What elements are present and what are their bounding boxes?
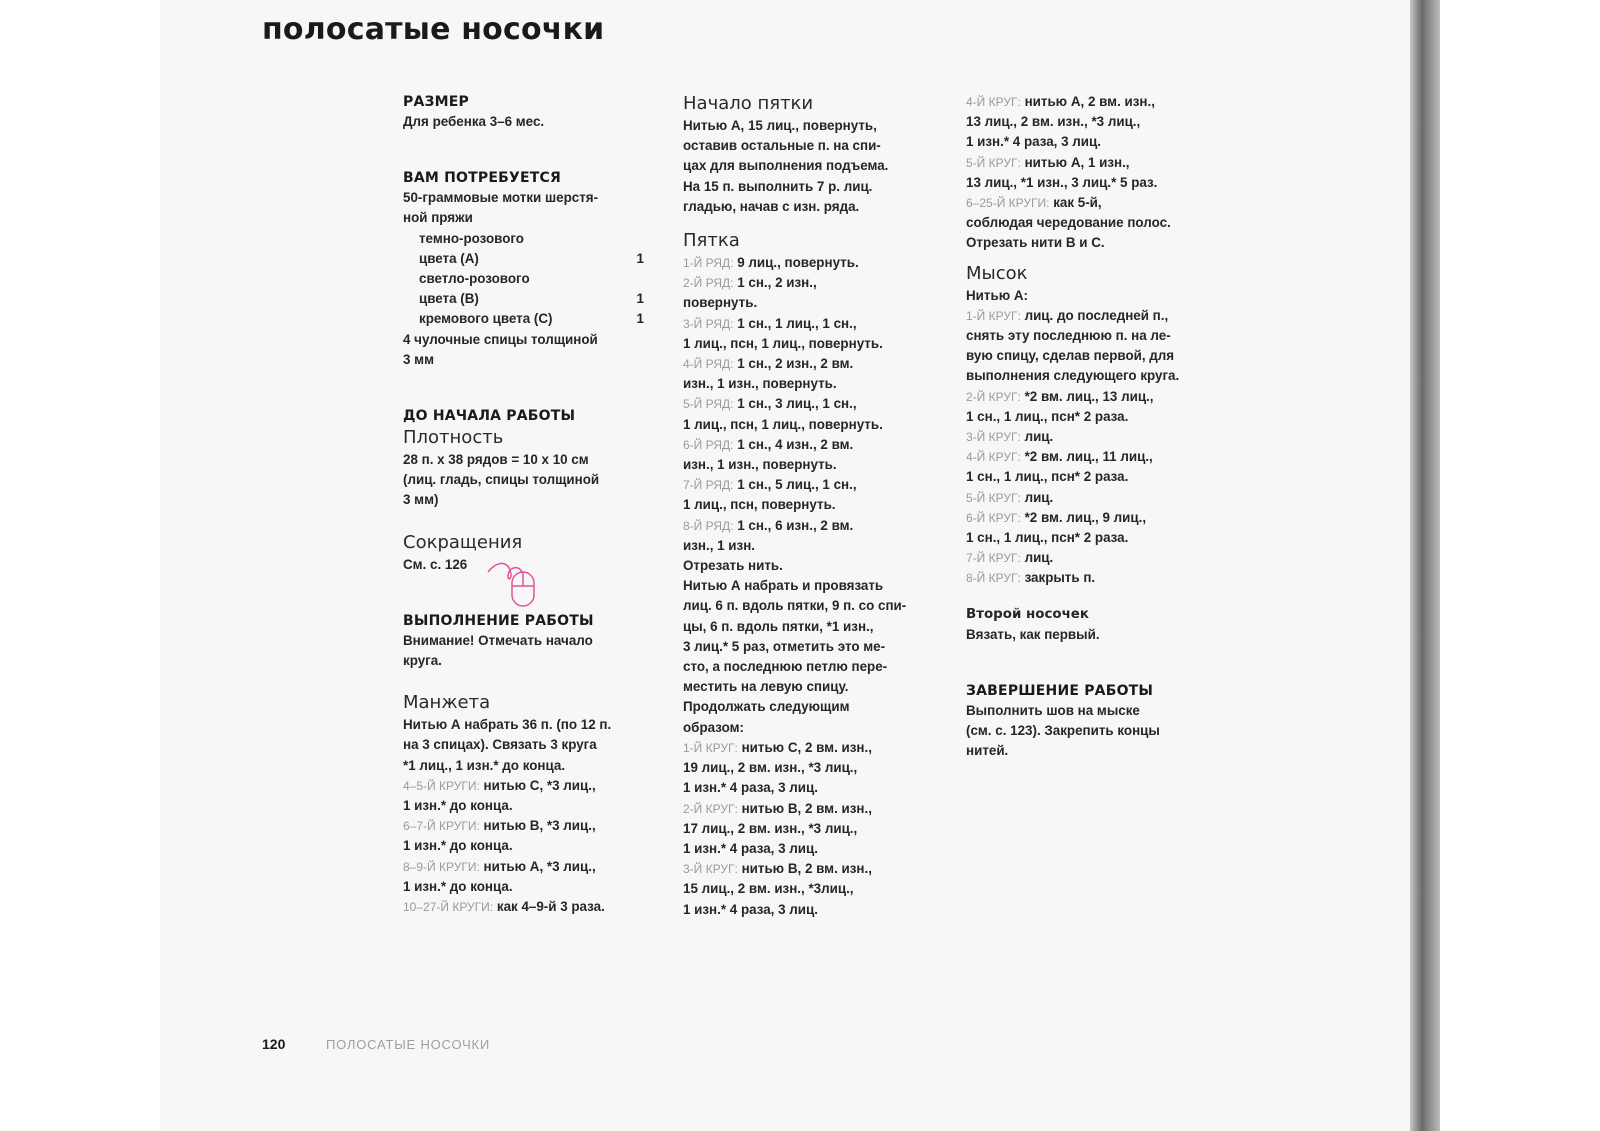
finishing-heading: ЗАВЕРШЕНИЕ РАБОТЫ [966, 683, 1154, 700]
toe-line: 1 сн., 1 лиц., псн* 2 раза. [966, 469, 1129, 485]
round-label: 6-Й КРУГ: [966, 510, 1021, 525]
running-title: ПОЛОСАТЫЕ НОСОЧКИ [326, 1037, 491, 1052]
heel-line [683, 253, 933, 273]
cuff-line: 1 изн.* до конца. [403, 878, 513, 894]
round-label: 3-Й КРУГ: [966, 430, 1021, 445]
round-line [683, 799, 933, 819]
materials-row [403, 309, 644, 329]
heel-start-heading: Начало пятки [683, 93, 814, 114]
round-line: 19 лиц., 2 вм. изн., *3 лиц., [683, 760, 858, 776]
round-label: 8–9-Й КРУГИ: [403, 859, 480, 874]
heel-line [683, 394, 933, 414]
round-label: 5-Й КРУГ: [966, 490, 1021, 505]
size-heading: РАЗМЕР [403, 94, 469, 110]
toe-line: Нитью А: [966, 287, 1028, 303]
finishing-line: Выполнить шов на мыске [966, 703, 1140, 719]
round-line: 1 изн.* 4 раза, 3 лиц. [683, 901, 818, 917]
toe-text: лиц. [1024, 429, 1054, 445]
round-label: 5-Й КРУГ: [966, 155, 1021, 170]
toe-line [966, 508, 1216, 528]
cuff-text: нитью В, *3 лиц., [483, 818, 596, 834]
round-line: 1 изн.* 4 раза, 3 лиц. [966, 134, 1101, 150]
materials-item: цвета (В) [419, 291, 479, 307]
toe-line [966, 447, 1216, 467]
toe-text: лиц. [1024, 550, 1054, 566]
round-label: 1-Й КРУГ: [683, 740, 738, 755]
column-3 [966, 92, 1216, 762]
finishing-line: (см. с. 123). Закрепить концы [966, 723, 1160, 739]
size-text: Для ребенка 3–6 мес. [403, 114, 545, 129]
materials-line: ной пряжи [403, 210, 473, 226]
density-line: (лиц. гладь, спицы толщиной [403, 472, 600, 488]
materials-line: 4 чулочные спицы толщиной [403, 331, 598, 347]
materials-qty: 1 [636, 311, 644, 327]
heel-start-line: гладью, начав с изн. ряда. [683, 198, 860, 214]
toe-line [966, 387, 1216, 407]
heel-line: Нитью А набрать и провязать [683, 578, 884, 594]
round-line: 17 лиц., 2 вм. изн., *3 лиц., [683, 820, 858, 836]
heel-line [683, 354, 933, 374]
heel-line [683, 435, 933, 455]
row-label: 3-Й РЯД: [683, 316, 734, 331]
cuff-line [403, 816, 653, 836]
heel-text: 1 сн., 1 лиц., 1 сн., [737, 315, 857, 331]
heel-start-line: Нитью А, 15 лиц., повернуть, [683, 118, 877, 133]
round-text: нитью В, 2 вм. изн., [741, 800, 872, 816]
heel-line: Продолжать следующим [683, 699, 850, 715]
toe-text: лиц. [1024, 489, 1054, 505]
cuff-heading: Манжета [403, 692, 491, 714]
heel-line: лиц. 6 п. вдоль пятки, 9 п. со спи- [683, 598, 907, 614]
round-line [966, 193, 1216, 213]
toe-line: вую спицу, сделав первой, для [966, 348, 1175, 364]
density-line: 3 мм) [403, 492, 439, 508]
cuff-line [403, 897, 653, 917]
cuff-text: нитью С, *3 лиц., [483, 777, 596, 793]
heel-text: 1 сн., 2 изн., 2 вм. [737, 356, 854, 372]
cuff-line: 1 изн.* до конца. [403, 838, 513, 854]
second-sock-heading: Второй носочек [966, 606, 1089, 622]
materials-line: 3 мм [403, 351, 434, 367]
row-label: 1-Й РЯД: [683, 256, 734, 271]
round-label: 6–25-Й КРУГИ: [966, 196, 1050, 211]
round-line: 13 лиц., *1 изн., 3 лиц.* 5 раз. [966, 174, 1158, 190]
finishing-line: нитей. [966, 743, 1009, 759]
round-text: нитью С, 2 вм. изн., [741, 739, 872, 755]
round-line: 13 лиц., 2 вм. изн., *3 лиц., [966, 114, 1141, 130]
round-text: нитью А, 2 вм. изн., [1024, 94, 1155, 109]
heel-line: 1 лиц., псн, повернуть. [683, 497, 836, 513]
heel-text: 1 сн., 3 лиц., 1 сн., [737, 396, 857, 412]
toe-text: *2 вм. лиц., 9 лиц., [1024, 509, 1147, 525]
second-sock-text: Вязать, как первый. [966, 626, 1100, 642]
cuff-text: как 4–9-й 3 раза. [496, 899, 605, 915]
heel-start-line: оставив остальные п. на спи- [683, 138, 881, 154]
toe-line [966, 568, 1216, 588]
round-label: 2-Й КРУГ: [683, 801, 738, 816]
toe-line [966, 306, 1216, 326]
materials-line: 50-граммовые мотки шерстя- [403, 190, 599, 206]
materials-qty: 1 [636, 250, 644, 266]
round-line: 15 лиц., 2 вм. изн., *3лиц., [683, 881, 854, 897]
mouse-cursor-icon[interactable] [486, 558, 536, 615]
heel-line: изн., 1 изн., повернуть. [683, 376, 837, 392]
heel-line: изн., 1 изн., повернуть. [683, 457, 837, 473]
toe-line: 1 сн., 1 лиц., псн* 2 раза. [966, 530, 1129, 546]
cuff-line: Нитью А набрать 36 п. (по 12 п. [403, 717, 612, 733]
heel-start-line: На 15 п. выполнить 7 р. лиц. [683, 178, 873, 194]
cuff-line [403, 776, 653, 796]
heel-text: 1 сн., 6 изн., 2 вм. [737, 517, 854, 533]
density-line: 28 п. х 38 рядов = 10 х 10 см [403, 452, 589, 468]
round-text: как 5-й, [1053, 195, 1102, 211]
heel-line: образом: [683, 719, 744, 735]
abbreviations-text: См. с. 126 [403, 556, 468, 572]
work-line: Внимание! Отмечать начало [403, 632, 593, 648]
cuff-line: 1 изн.* до конца. [403, 798, 513, 814]
materials-row [403, 289, 644, 309]
before-work-heading: ДО НАЧАЛА РАБОТЫ [403, 408, 576, 425]
toe-text: *2 вм. лиц., 11 лиц., [1024, 449, 1153, 465]
materials-line: темно-розового [419, 230, 524, 246]
round-line: Отрезать нити В и С. [966, 235, 1105, 251]
heel-line: Отрезать нить. [683, 558, 783, 574]
heel-line: 3 лиц.* 5 раз, отметить это ме- [683, 638, 886, 654]
heel-line [683, 516, 933, 536]
toe-line: 1 сн., 1 лиц., псн* 2 раза. [966, 408, 1129, 424]
heel-line: цы, 6 п. вдоль пятки, *1 изн., [683, 618, 874, 634]
round-line: 1 изн.* 4 раза, 3 лиц. [683, 840, 818, 856]
work-line: круга. [403, 653, 442, 669]
abbreviations-heading: Сокращения [403, 531, 523, 553]
heel-line [683, 475, 933, 495]
row-label: 6-Й РЯД: [683, 437, 734, 452]
heel-line: повернуть. [683, 295, 758, 311]
row-label: 5-Й РЯД: [683, 397, 734, 412]
heel-line [683, 314, 933, 334]
toe-line [966, 488, 1216, 508]
round-line [683, 859, 933, 879]
materials-item: кремового цвета (С) [419, 311, 553, 327]
round-label: 4-Й КРУГ: [966, 450, 1021, 465]
heel-text: 9 лиц., повернуть. [737, 255, 859, 271]
heel-heading: Пятка [683, 230, 740, 252]
round-label: 2-Й КРУГ: [966, 389, 1021, 404]
row-label: 8-Й РЯД: [683, 518, 734, 533]
cuff-line: *1 лиц., 1 изн.* до конца. [403, 757, 566, 773]
toe-text: *2 вм. лиц., 13 лиц., [1024, 388, 1154, 404]
row-label: 4-Й РЯД: [683, 357, 734, 372]
heel-start-line: цах для выполнения подъема. [683, 158, 889, 174]
toe-line [966, 548, 1216, 568]
round-line: соблюдая чередование полос. [966, 215, 1171, 231]
materials-qty: 1 [636, 291, 644, 307]
round-label: 1-Й КРУГ: [966, 308, 1021, 323]
column-2 [683, 92, 933, 920]
work-heading: ВЫПОЛНЕНИЕ РАБОТЫ [403, 612, 594, 629]
toe-line [966, 427, 1216, 447]
heel-line: 1 лиц., псн, 1 лиц., повернуть. [683, 416, 883, 432]
round-label: 7-Й КРУГ: [966, 551, 1021, 566]
density-heading: Плотность [403, 427, 504, 449]
round-label: 3-Й КРУГ: [683, 862, 738, 877]
page-title: полосатые носочки [262, 12, 605, 47]
round-label: 8-Й КРУГ: [966, 571, 1021, 586]
cuff-line: на 3 спицах). Связать 3 круга [403, 737, 597, 753]
round-label: 6–7-Й КРУГИ: [403, 819, 480, 834]
round-line: 1 изн.* 4 раза, 3 лиц. [683, 780, 818, 796]
round-line [966, 153, 1216, 173]
cuff-text: нитью А, *3 лиц., [483, 858, 596, 874]
toe-heading: Мысок [966, 262, 1028, 284]
heel-line: изн., 1 изн. [683, 537, 756, 553]
round-label: 10–27-Й КРУГИ: [403, 900, 494, 915]
round-text: нитью В, 2 вм. изн., [741, 861, 872, 877]
materials-item: цвета (А) [419, 250, 479, 266]
column-1 [403, 92, 653, 917]
round-label: 4-Й КРУГ: [966, 95, 1021, 109]
heel-text: 1 сн., 4 изн., 2 вм. [737, 436, 854, 452]
heel-line [683, 273, 933, 293]
row-label: 7-Й РЯД: [683, 478, 734, 493]
round-text: нитью А, 1 изн., [1024, 154, 1130, 170]
toe-text: закрыть п. [1024, 570, 1096, 586]
page-number: 120 [262, 1036, 286, 1052]
toe-line: выполнения следующего круга. [966, 368, 1180, 384]
materials-row [403, 249, 644, 269]
materials-heading: ВАМ ПОТРЕБУЕТСЯ [403, 170, 561, 187]
heel-text: 1 сн., 5 лиц., 1 сн., [737, 477, 857, 493]
round-label: 4–5-Й КРУГИ: [403, 778, 480, 793]
heel-text: 1 сн., 2 изн., [737, 275, 817, 291]
heel-line: местить на левую спицу. [683, 679, 849, 695]
toe-line: снять эту последнюю п. на ле- [966, 328, 1171, 344]
row-label: 2-Й РЯД: [683, 276, 734, 291]
round-line [683, 738, 933, 758]
toe-text: лиц. до последней п., [1024, 307, 1169, 323]
heel-line: 1 лиц., псн, 1 лиц., повернуть. [683, 335, 883, 351]
heel-line: сто, а последнюю петлю пере- [683, 659, 888, 675]
round-line [966, 92, 1216, 112]
cuff-line [403, 857, 653, 877]
materials-line: светло-розового [419, 271, 530, 287]
book-spine-shadow [1410, 0, 1440, 1131]
